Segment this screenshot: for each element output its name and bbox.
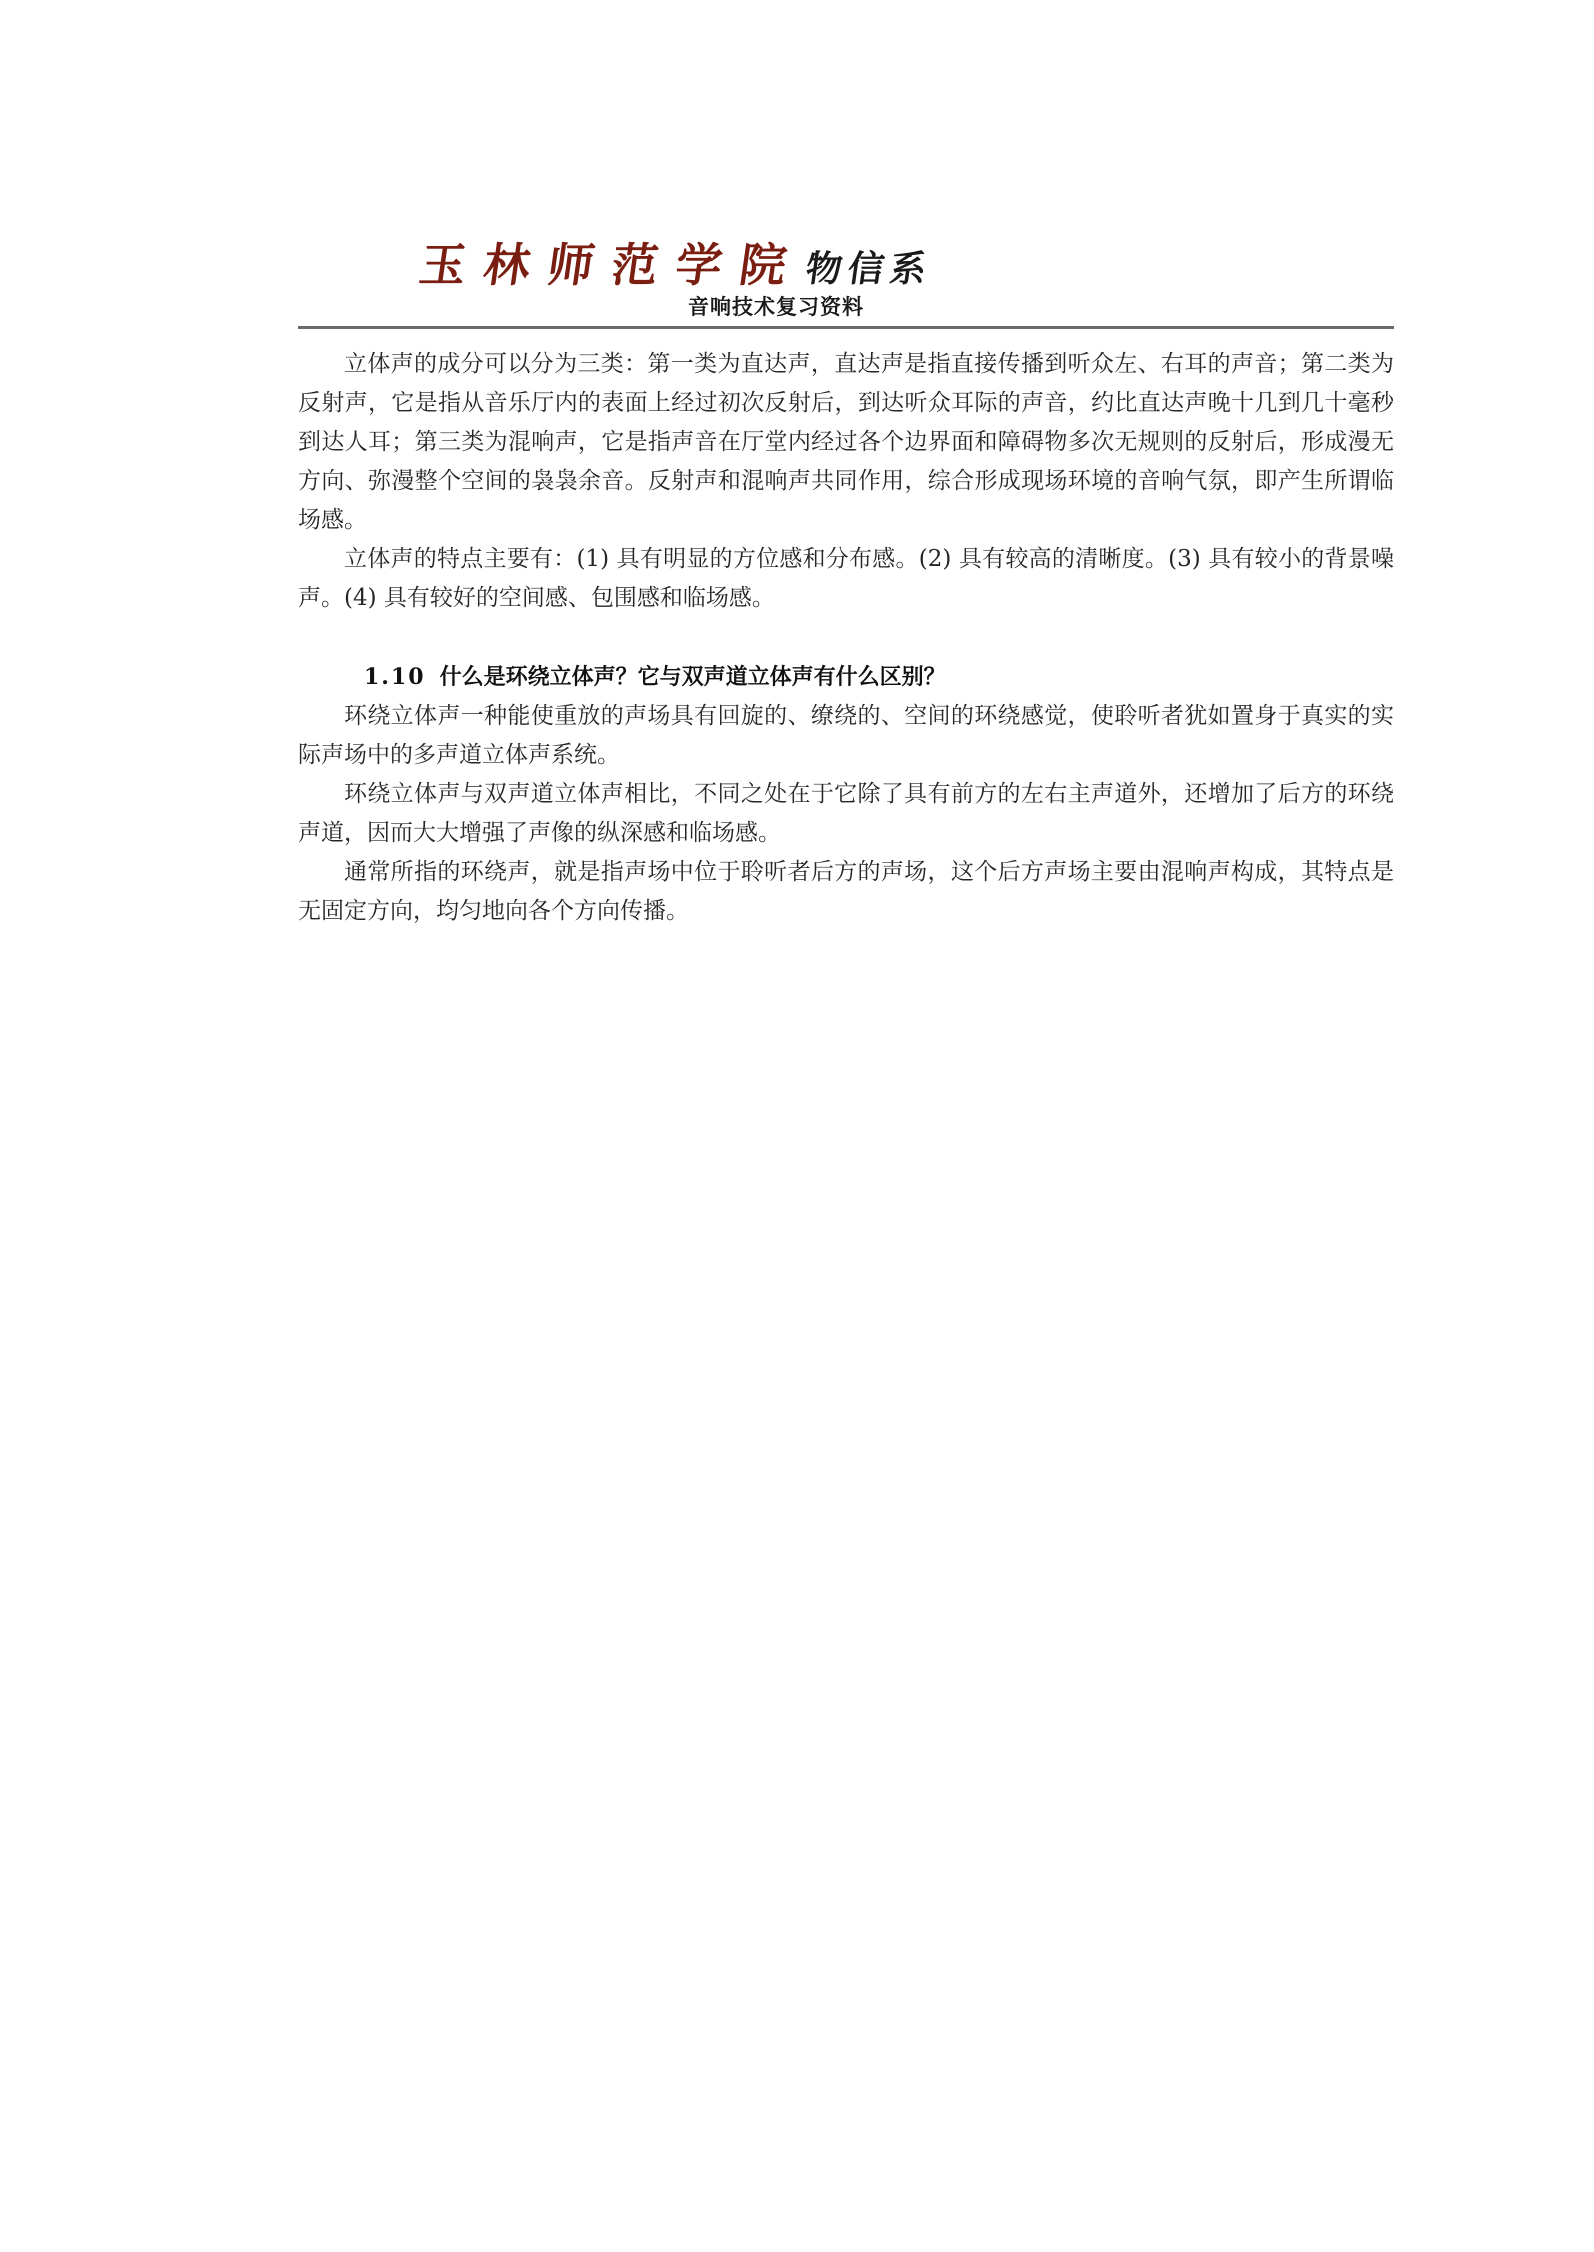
paragraph-surround-comparison: 环绕立体声与双声道立体声相比，不同之处在于它除了具有前方的左右主声道外，还增加了后方的环绕声道，因而大大增强了声像的纵深感和临场感。 [298, 781, 1394, 846]
document-subtitle: 音响技术复习资料 [688, 295, 864, 319]
school-name: 玉林师范学院 [416, 238, 808, 292]
header-divider [298, 326, 1394, 329]
school-title-logo [416, 238, 1220, 292]
section-title: 什么是环绕立体声？它与双声道立体声有什么区别？ [439, 665, 946, 690]
document-body [298, 345, 1394, 931]
paragraph-stereo-features: 立体声的特点主要有：(1) 具有明显的方位感和分布感。(2) 具有较高的清晰度。(3) 具有较小的背景噪声。(4) 具有较好的空间感、包围感和临场感。 [298, 546, 1394, 611]
department-name: 物信系 [803, 248, 935, 290]
section-number: 1.10 [364, 664, 426, 690]
paragraph-surround-rear-field: 通常所指的环绕声，就是指声场中位于聆听者后方的声场，这个后方声场主要由混响声构成，其特点是无固定方向，均匀地向各个方向传播。 [298, 859, 1394, 924]
paragraph-stereo-components: 立体声的成分可以分为三类：第一类为直达声，直达声是指直接传播到听众左、右耳的声音；第二类为反射声，它是指从音乐厅内的表面上经过初次反射后，到达听众耳际的声音，约比直达声晚十几到几十毫秒到达人耳；第三类为混响声，它是指声音在厅堂内经过各个边界面和障碍物多次无规则的反射后，形成漫无方向、弥漫整个空间的袅袅余音。反射声和混响声共同作用，综合形成现场环境的音响气氛，即产生所谓临场感。 [298, 351, 1394, 533]
paragraph-surround-definition: 环绕立体声一种能使重放的声场具有回旋的、缭绕的、空间的环绕感觉，使聆听者犹如置身于真实的实际声场中的多声道立体声系统。 [298, 703, 1394, 768]
section-heading-1-10 [298, 658, 1394, 697]
